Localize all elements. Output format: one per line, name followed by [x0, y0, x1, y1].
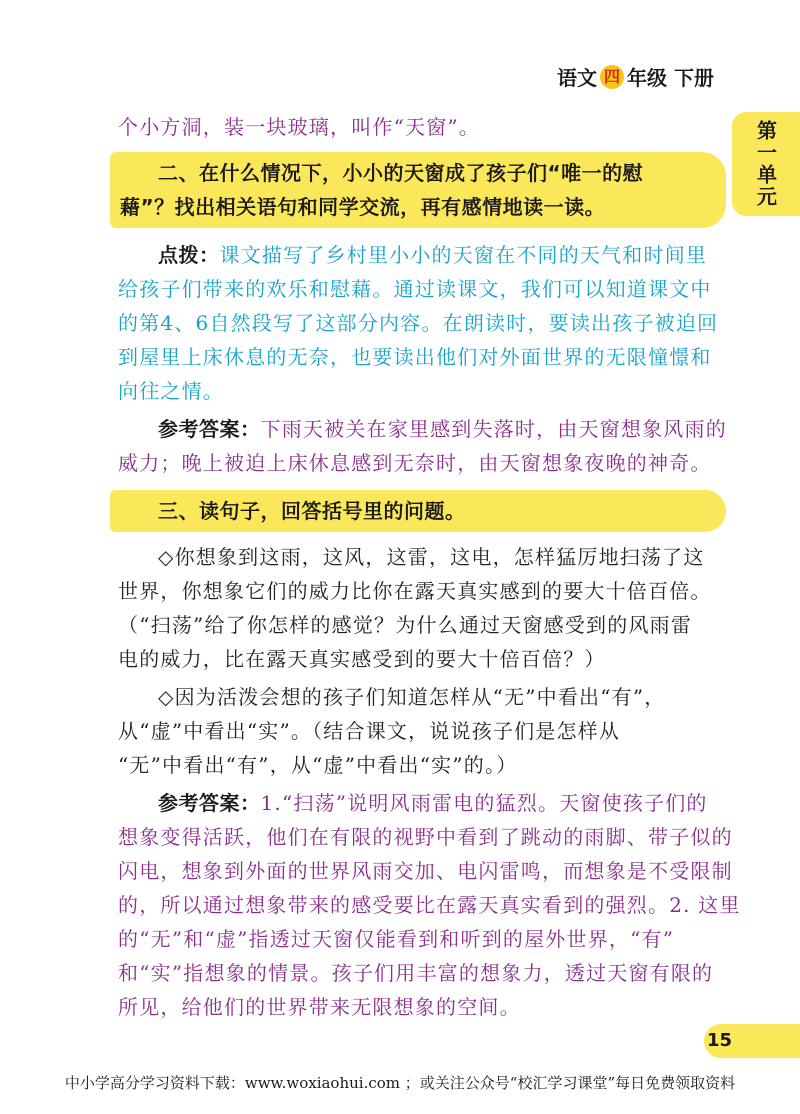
continuation-line: 个小方洞，装一块玻璃，叫作“天窗”。 — [118, 115, 481, 139]
sentence-question: （“扫荡”给了你怎样的感觉？为什么通过天窗感受到的风雨雷 — [118, 613, 693, 637]
sentence-2-block — [118, 680, 714, 782]
answer-text: 闪电，想象到外面的世界风雨交加、电闪雷鸣，而想象是不受限制 — [118, 859, 733, 883]
question-3-banner — [110, 490, 726, 532]
tip-text: 到屋里上床休息的无奈，也要读出他们对外面世界的无限憧憬和 — [118, 345, 712, 369]
answer-label: 参考答案： — [158, 417, 261, 441]
unit-side-tab: 第一单元 — [732, 112, 800, 216]
sentence-text: 从“虚”中看出“实”。（结合课文，说说孩子们是怎样从 — [118, 719, 621, 743]
answer-text: 和“实”指想象的情景。孩子们用丰富的想象力，透过天窗有限的 — [118, 961, 714, 985]
answer-text: 的，所以通过想象带来的感受要比在露天真实看到的强烈。2. 这里 — [118, 893, 741, 917]
sentence-text: ◇因为活泼会想的孩子们知道怎样从“无”中看出“有”， — [158, 685, 666, 709]
answer-3-block — [118, 786, 741, 1024]
answer-text: 的“无”和“虚”指透过天窗仅能看到和听到的屋外世界，“有” — [118, 927, 675, 951]
sentence-text: 世界，你想象它们的威力比你在露天真实感到的要大十倍百倍。 — [118, 579, 712, 603]
page-number: 15 — [706, 1030, 732, 1051]
grade-badge: 四 — [600, 65, 624, 89]
tip-block — [118, 238, 719, 408]
tip-label: 点拨： — [158, 243, 220, 267]
sentence-question: “无”中看出“有”，从“虚”中看出“实”的。） — [118, 753, 518, 777]
question-2-line: 二、在什么情况下，小小的天窗成了孩子们“唯一的慰 — [158, 161, 644, 185]
sentence-text: ◇你想象到这雨，这风，这雷，这电，怎样猛厉地扫荡了这 — [158, 545, 705, 569]
answer-label: 参考答案： — [158, 791, 261, 815]
question-2-banner — [110, 152, 726, 228]
page-content — [118, 110, 741, 1024]
tip-text: 课文描写了乡村里小小的天窗在不同的天气和时间里 — [219, 243, 708, 267]
tip-text: 的第4、6自然段写了这部分内容。在朗读时，要读出孩子被迫回 — [118, 311, 719, 335]
footer-watermark-text: 中小学高分学习资料下载：www.woxiaohui.com ；或关注公众号“校汇学习课堂”每日免费领取资料 — [64, 1074, 736, 1092]
answer-text: 下雨天被关在家里感到失落时，由天窗想象风雨的 — [260, 417, 727, 441]
sentence-question: 电的威力，比在露天真实感受到的要大十倍百倍？） — [118, 647, 606, 671]
answer-text: 威力；晚上被迫上床休息感到无奈时，由天窗想象夜晚的神奇。 — [118, 451, 712, 475]
question-3-line: 三、读句子，回答括号里的问题。 — [158, 499, 466, 523]
answer-text: 1.“扫荡”说明风雨雷电的猛烈。天窗使孩子们的 — [260, 791, 708, 815]
answer-2-block — [118, 412, 727, 480]
book-header — [557, 62, 714, 91]
question-2-line: 藉”？找出相关语句和同学交流，再有感情地读一读。 — [120, 195, 606, 219]
tip-text: 向往之情。 — [118, 379, 224, 403]
answer-text: 想象变得活跃，他们在有限的视野中看到了跳动的雨脚、带子似的 — [118, 825, 733, 849]
tip-text: 给孩子们带来的欢乐和慰藉。通过读课文，我们可以知道课文中 — [118, 277, 712, 301]
answer-text: 所见，给他们的世界带来无限想象的空间。 — [118, 995, 521, 1019]
sentence-1-block — [118, 540, 714, 676]
subject-label: 语文 — [557, 66, 598, 90]
grade-label: 年级 下册 — [627, 66, 714, 90]
